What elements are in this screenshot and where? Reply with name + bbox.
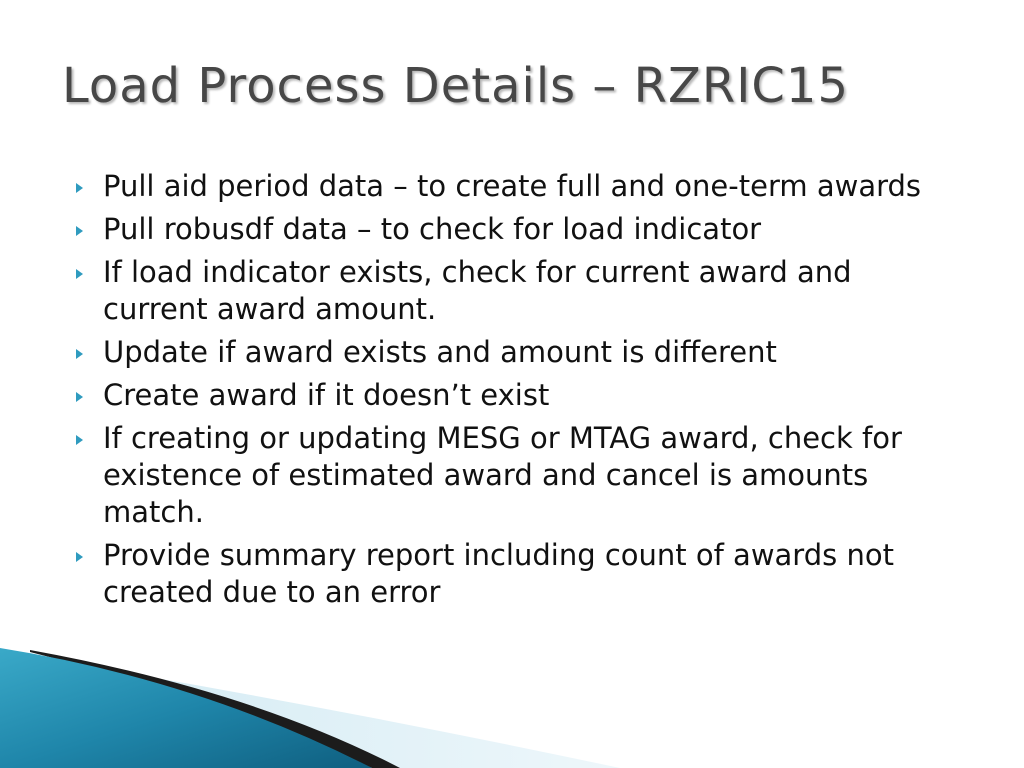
triangle-right-icon <box>76 226 83 236</box>
bullet-text: Update if award exists and amount is different <box>103 335 777 369</box>
bullet-item <box>76 537 956 611</box>
bullet-item <box>76 211 956 248</box>
bullet-item <box>76 420 956 531</box>
triangle-right-icon <box>76 392 83 402</box>
triangle-right-icon <box>76 349 83 359</box>
bullet-item <box>76 334 956 371</box>
bullet-text: Create award if it doesn’t exist <box>103 378 550 412</box>
triangle-right-icon <box>76 552 83 562</box>
triangle-right-icon <box>76 269 83 279</box>
bullet-text: Provide summary report including count of awards not created due to an error <box>103 538 894 609</box>
bullet-text: If creating or updating MESG or MTAG award, check for existence of estimated award and cancel is amounts match. <box>103 421 902 529</box>
bullet-item <box>76 254 956 328</box>
bullet-item <box>76 168 956 205</box>
triangle-right-icon <box>76 435 83 445</box>
slide-title: Load Process Details – RZRIC15 <box>62 58 850 114</box>
bullet-item <box>76 377 956 414</box>
bullet-text: If load indicator exists, check for current award and current award amount. <box>103 255 852 326</box>
bullet-list <box>76 168 956 617</box>
bullet-text: Pull aid period data – to create full and one-term awards <box>103 169 922 203</box>
bullet-text: Pull robusdf data – to check for load indicator <box>103 212 762 246</box>
triangle-right-icon <box>76 183 83 193</box>
